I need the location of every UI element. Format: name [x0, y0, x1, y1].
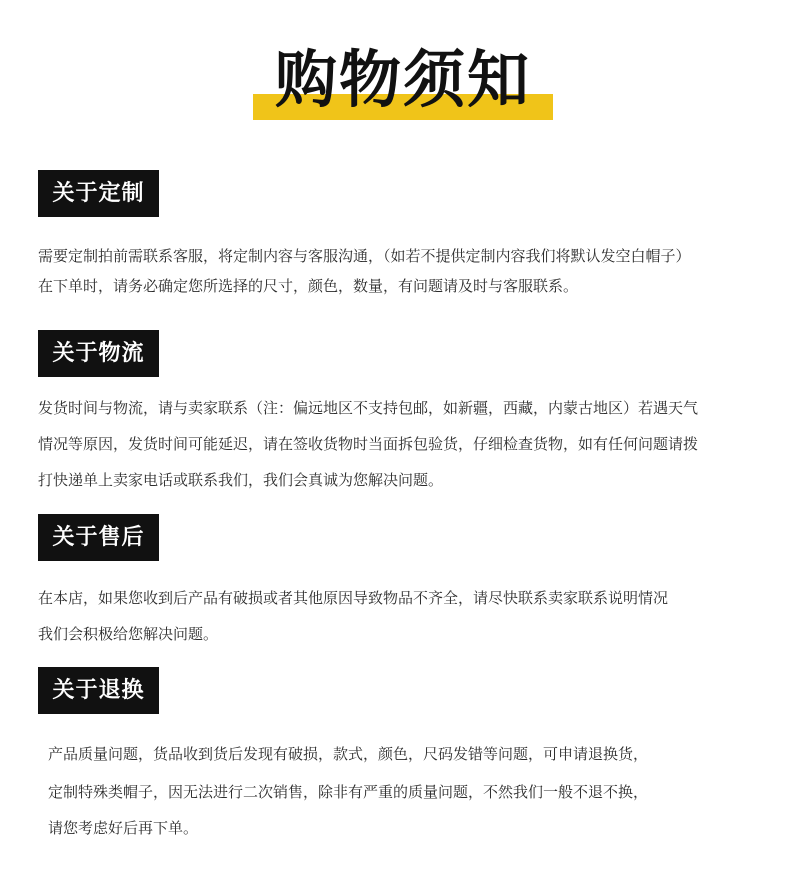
section-text-line: 我们会积极给您解决问题。	[38, 625, 219, 643]
section-heading-custom: 关于定制	[38, 170, 159, 217]
page-title: 购物须知	[274, 43, 531, 116]
section-text-line: 情况等原因，发货时间可能延迟，请在签收货物时当面拆包验货，仔细检查货物，如有任何问题请拨	[38, 435, 699, 453]
section-text-line: 在本店，如果您收到后产品有破损或者其他原因导致物品不齐全，请尽快联系卖家联系说明情况	[38, 589, 669, 607]
section-text-line: 需要定制拍前需联系客服，将定制内容与客服沟通，（如若不提供定制内容我们将默认发空白帽子）	[38, 247, 691, 265]
section-text-line: 定制特殊类帽子，因无法进行二次销售，除非有严重的质量问题，不然我们一般不退不换，	[48, 783, 649, 801]
section-text-line: 发货时间与物流，请与卖家联系（注：偏远地区不支持包邮，如新疆，西藏，内蒙古地区）若遇天气	[38, 399, 699, 417]
section-text-line: 产品质量问题，货品收到货后发现有破损，款式，颜色，尺码发错等问题，可申请退换货，	[48, 745, 649, 763]
section-text-line: 请您考虑好后再下单。	[48, 819, 199, 837]
page-title-block	[253, 40, 553, 125]
section-heading-returns: 关于退换	[38, 667, 159, 714]
section-heading-logistics: 关于物流	[38, 330, 159, 377]
section-text-line: 打快递单上卖家电话或联系我们，我们会真诚为您解决问题。	[38, 471, 444, 489]
section-heading-after-sales: 关于售后	[38, 514, 159, 561]
section-text-line: 在下单时，请务必确定您所选择的尺寸，颜色，数量，有问题请及时与客服联系。	[38, 277, 579, 295]
